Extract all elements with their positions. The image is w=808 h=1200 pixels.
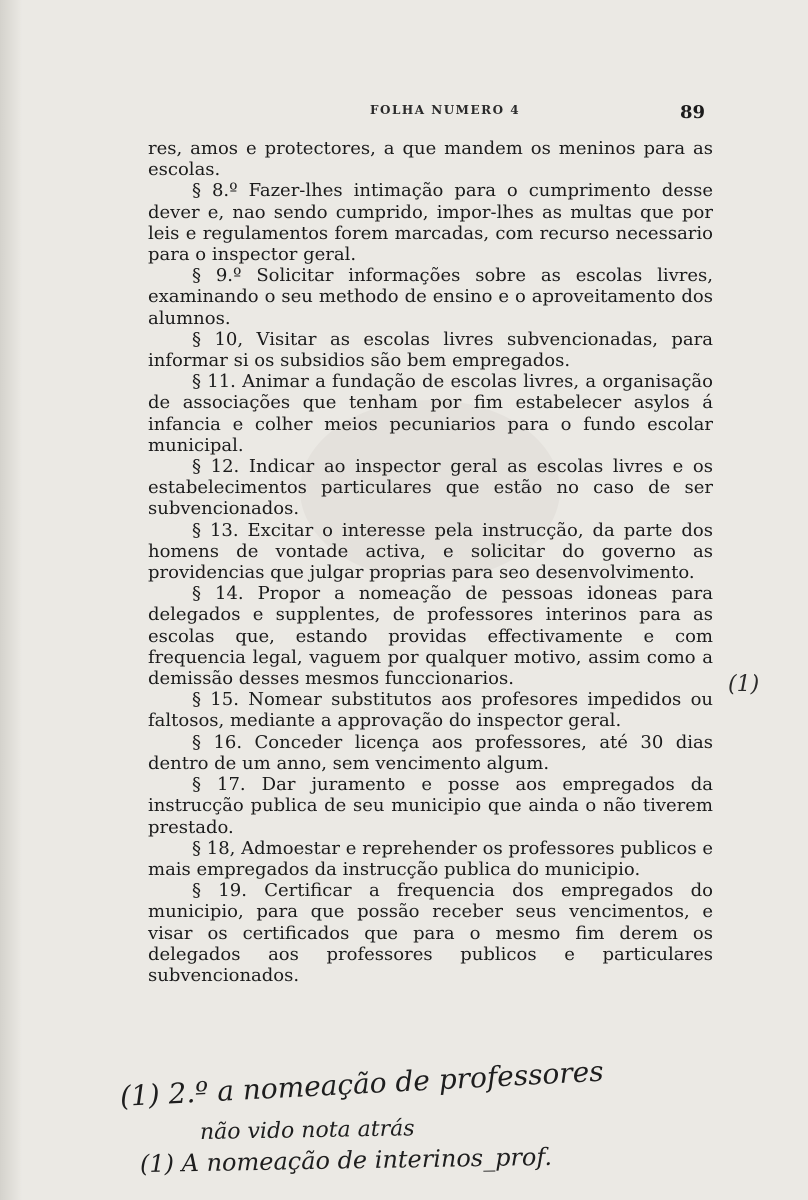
paragraph-section-16: § 16. Conceder licença aos professores, até 30 dias dentro de um anno, sem vencimento algum. bbox=[148, 731, 713, 774]
paragraph-section-11: § 11. Animar a fundação de escolas livres, a organisação de associações que tenham por fim estabelecer asylos á infancia e colher meios pecuniarios para o fundo escolar municipal. bbox=[148, 371, 713, 456]
paragraph-continuation: res, amos e protectores, a que mandem os meninos para as escolas. bbox=[148, 138, 713, 181]
paragraph-section-15: § 15. Nomear substitutos aos profesores impedidos ou faltosos, mediante a approvação do inspector geral. bbox=[148, 689, 713, 732]
paragraph-section-12: § 12. Indicar ao inspector geral as escolas livres e os estabelecimentos particulares que estão no caso de ser subvencionados. bbox=[148, 456, 713, 520]
paragraph-section-9: § 9.º Solicitar informações sobre as escolas livres, examinando o seu methodo de ensino e o aproveitamento dos alumnos. bbox=[148, 265, 713, 329]
document-body bbox=[148, 138, 713, 986]
paragraph-section-10: § 10, Visitar as escolas livres subvencionadas, para informar si os subsidios são bem empregados. bbox=[148, 328, 713, 372]
page-number: 89 bbox=[680, 102, 706, 123]
paragraph-section-19: § 19. Certificar a frequencia dos empregados do municipio, para que possão receber seus vencimentos, e visar os certificados que para o mesmo fim derem os delegados aos professores publicos e particulares subvencionados. bbox=[148, 880, 713, 986]
paragraph-section-18: § 18, Admoestar e reprehender os professores publicos e mais empregados da instrucção publica do municipio. bbox=[148, 837, 713, 880]
paragraph-section-8: § 8.º Fazer-lhes intimação para o cumprimento desse dever e, nao sendo cumprido, impor-lhes as multas que por leis e regulamentos forem marcadas, com recurso necessario para o inspector geral. bbox=[148, 180, 713, 266]
handwritten-note-line-2: não vido nota atrás bbox=[199, 1116, 415, 1145]
paragraph-section-14: § 14. Propor a nomeação de pessoas idoneas para delegados e supplentes, de professores interinos para as escolas que, estando providas effectivamente e com frequencia legal, vaguem por qualquer motivo, assim como a demissão desses mesmos funccionarios. bbox=[148, 583, 713, 690]
page-header-title: FOLHA NUMERO 4 bbox=[370, 103, 521, 117]
handwritten-note-line-1: (1) 2.º a nomeação de professores bbox=[119, 1054, 605, 1113]
margin-annotation: (1) bbox=[728, 672, 760, 697]
handwritten-note-line-3: (1) A nomeação de interinos_prof. bbox=[139, 1142, 553, 1178]
paragraph-section-17: § 17. Dar juramento e posse aos empregados da instrucção publica de seu municipio que ainda o não tiverem prestado. bbox=[148, 774, 713, 838]
page-left-edge bbox=[0, 0, 22, 1200]
paragraph-section-13: § 13. Excitar o interesse pela instrucção, da parte dos homens de vontade activa, e solicitar do governo as providencias que julgar proprias para seo desenvolvimento. bbox=[148, 519, 713, 584]
